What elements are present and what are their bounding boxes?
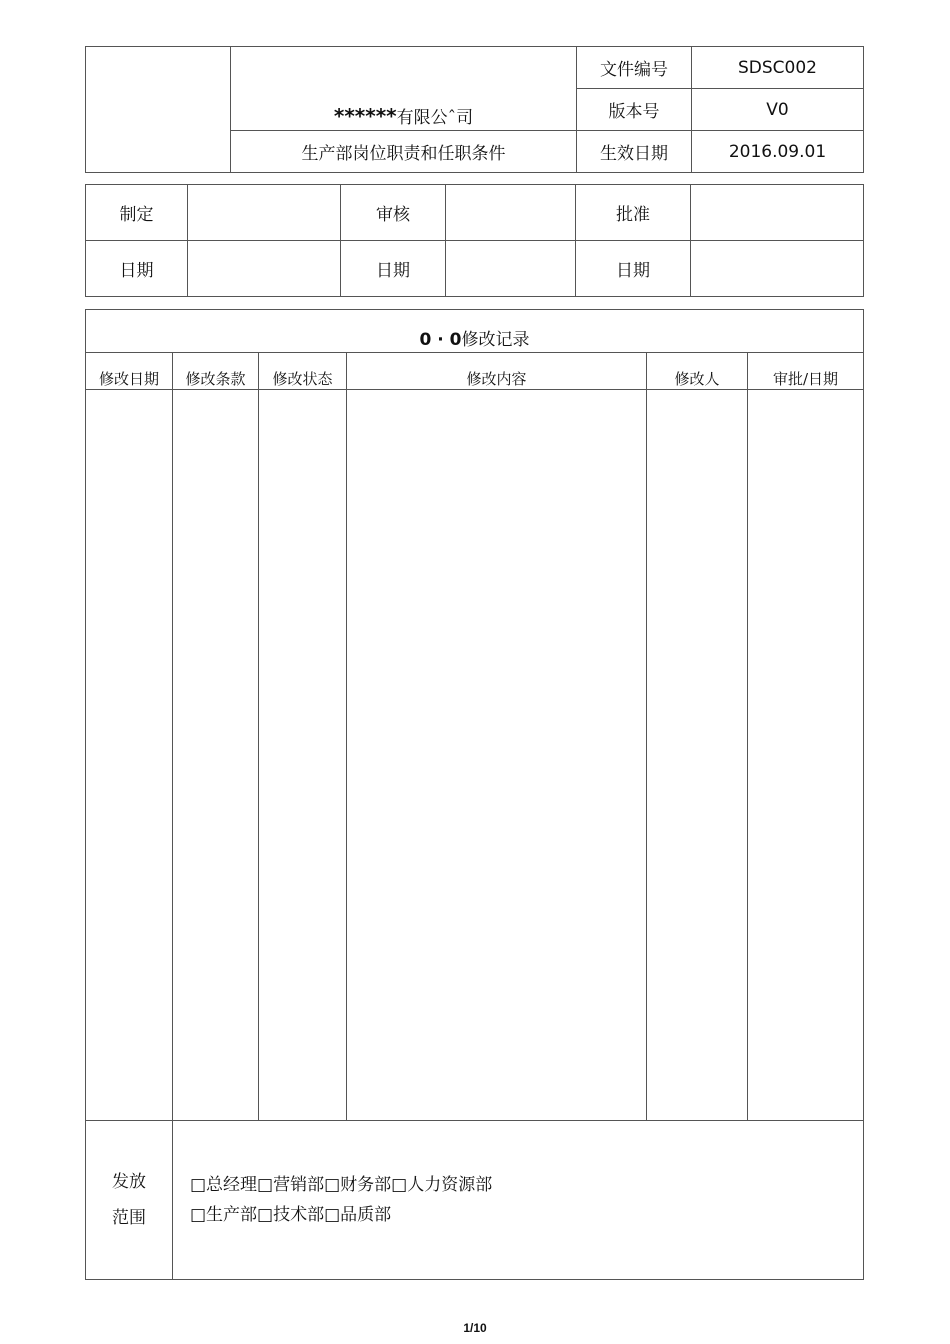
revision-date-cell[interactable]: [86, 390, 173, 1121]
header-table: [85, 46, 864, 173]
approval-date-cell[interactable]: [748, 390, 864, 1121]
version-value: V0: [692, 89, 864, 131]
distribution-scope: [173, 1121, 864, 1280]
prepared-date-label: 日期: [86, 241, 188, 297]
approved-label: 批准: [576, 185, 691, 241]
col-revised-by: 修改人: [647, 353, 748, 390]
signoff-table: [85, 184, 864, 297]
reviewed-date-label: 日期: [341, 241, 446, 297]
distribution-label: 发放 范围: [86, 1121, 173, 1280]
col-revision-clause: 修改条款: [173, 353, 259, 390]
reviewed-label: 审核: [341, 185, 446, 241]
distribution-line-2: □生产部□技术部□品质部: [190, 1205, 392, 1225]
effective-date-label: 生效日期: [577, 131, 692, 173]
revision-title: 0 · 0修改记录: [86, 310, 864, 353]
approved-date-cell[interactable]: [691, 241, 864, 297]
col-revision-content: 修改内容: [347, 353, 647, 390]
effective-date-value: 2016.09.01: [692, 131, 864, 173]
approved-by-cell[interactable]: [691, 185, 864, 241]
reviewed-by-cell[interactable]: [446, 185, 576, 241]
prepared-date-cell[interactable]: [188, 241, 341, 297]
doc-number-value: SDSC002: [692, 47, 864, 89]
revision-content-cell[interactable]: [347, 390, 647, 1121]
col-approval-date: 审批/日期: [748, 353, 864, 390]
col-revision-status: 修改状态: [259, 353, 347, 390]
version-label: 版本号: [577, 89, 692, 131]
prepared-by-cell[interactable]: [188, 185, 341, 241]
doc-number-label: 文件编号: [577, 47, 692, 89]
doc-title: 生产部岗位职责和任职条件: [231, 131, 577, 173]
page-number: 1/10: [463, 1321, 487, 1335]
reviewed-date-cell[interactable]: [446, 241, 576, 297]
revision-clause-cell[interactable]: [173, 390, 259, 1121]
distribution-line-1: □总经理□营销部□财务部□人力资源部: [190, 1175, 493, 1195]
revised-by-cell[interactable]: [647, 390, 748, 1121]
revision-table: [85, 309, 864, 1280]
revision-status-cell[interactable]: [259, 390, 347, 1121]
col-revision-date: 修改日期: [86, 353, 173, 390]
prepared-label: 制定: [86, 185, 188, 241]
approved-date-label: 日期: [576, 241, 691, 297]
company-name: ******有限公ˆ司: [231, 47, 577, 131]
logo-cell: [86, 47, 231, 173]
